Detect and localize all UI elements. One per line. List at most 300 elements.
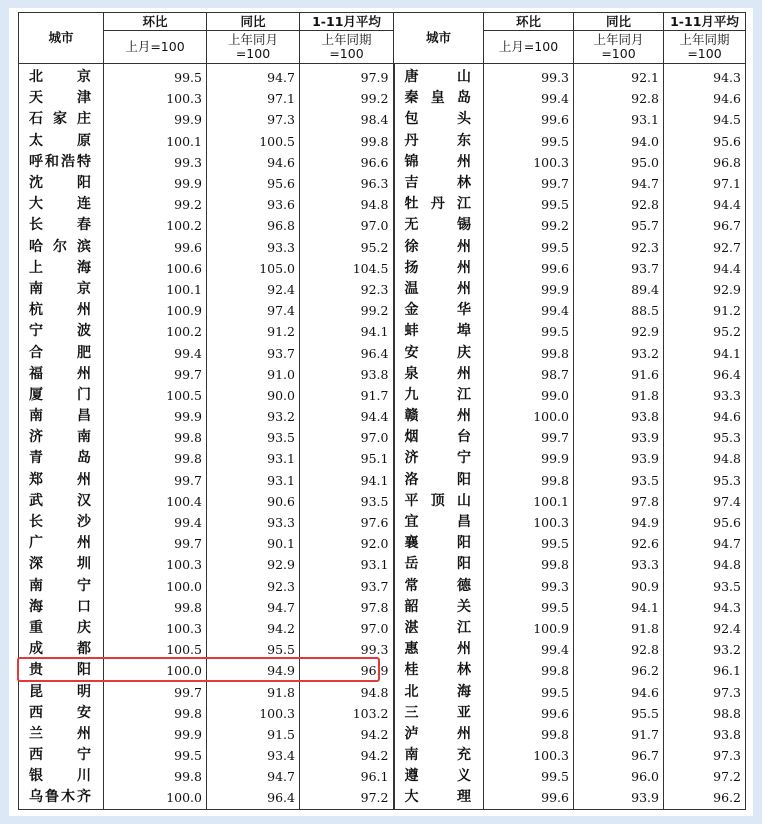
avg-base-left: 上年同期 =100 [300,31,394,64]
city-name-right: 包 头 [394,109,484,130]
yoy-header-right: 同比 [574,13,664,31]
avg-value-right: 96.4 [664,364,746,385]
city-name-left: 石 家 庄 [19,109,104,130]
avg-value-right: 94.8 [664,448,746,469]
mom-value-left: 100.3 [104,88,207,109]
yoy-value-left: 90.6 [207,491,300,512]
yoy-value-left: 97.1 [207,88,300,109]
avg-value-left: 95.2 [300,237,394,258]
avg-value-right: 97.2 [664,766,746,787]
avg-value-right: 92.4 [664,618,746,639]
table-row [19,787,746,809]
city-name-right: 九 江 [394,385,484,406]
city-name-left: 宁 波 [19,321,104,342]
city-name-left: 合 肥 [19,342,104,363]
mom-value-left: 100.0 [104,576,207,597]
avg-value-left: 104.5 [300,258,394,279]
avg-value-left: 93.1 [300,554,394,575]
city-name-right: 宜 昌 [394,512,484,533]
table-row [19,639,746,660]
city-name-right: 蚌 埠 [394,321,484,342]
city-name-right: 赣 州 [394,406,484,427]
city-name-left: 贵 阳 [19,660,104,681]
mom-value-left: 100.1 [104,131,207,152]
yoy-value-right: 95.7 [574,215,664,236]
mom-value-right: 99.4 [484,88,574,109]
yoy-value-left: 95.5 [207,639,300,660]
mom-value-left: 100.4 [104,491,207,512]
table-row [19,237,746,258]
yoy-value-left: 94.2 [207,618,300,639]
yoy-value-left: 93.4 [207,745,300,766]
city-column-header-left: 城市 [19,13,104,64]
yoy-value-left: 90.1 [207,533,300,554]
avg-value-left: 97.9 [300,64,394,89]
city-name-right: 泸 州 [394,724,484,745]
city-name-right: 洛 阳 [394,470,484,491]
avg-value-left: 93.5 [300,491,394,512]
mom-value-right: 99.3 [484,64,574,89]
yoy-value-left: 92.3 [207,576,300,597]
yoy-value-right: 94.7 [574,173,664,194]
yoy-value-right: 96.0 [574,766,664,787]
table-row [19,258,746,279]
mom-value-left: 99.9 [104,724,207,745]
city-name-right: 金 华 [394,300,484,321]
table-row [19,491,746,512]
avg-value-left: 98.4 [300,109,394,130]
yoy-header-left: 同比 [207,13,300,31]
yoy-value-left: 93.5 [207,427,300,448]
mom-value-left: 100.2 [104,215,207,236]
avg-value-right: 95.2 [664,321,746,342]
avg-value-left: 96.4 [300,342,394,363]
city-name-right: 牡 丹 江 [394,194,484,215]
city-name-right: 济 宁 [394,448,484,469]
city-name-right: 泉 州 [394,364,484,385]
table-row [19,745,746,766]
city-name-left: 郑 州 [19,470,104,491]
city-name-right: 湛 江 [394,618,484,639]
avg-value-right: 96.2 [664,787,746,809]
yoy-value-left: 105.0 [207,258,300,279]
yoy-value-right: 88.5 [574,300,664,321]
mom-base-left: 上月=100 [104,31,207,64]
yoy-value-left: 93.3 [207,512,300,533]
yoy-value-right: 93.2 [574,342,664,363]
yoy-value-right: 94.0 [574,131,664,152]
mom-value-left: 99.4 [104,342,207,363]
avg-value-left: 97.6 [300,512,394,533]
avg-base-right: 上年同期 =100 [664,31,746,64]
avg-value-right: 94.3 [664,597,746,618]
city-name-right: 温 州 [394,279,484,300]
avg-value-left: 99.2 [300,88,394,109]
mom-value-left: 100.3 [104,618,207,639]
avg-value-right: 96.7 [664,215,746,236]
mom-value-right: 99.7 [484,173,574,194]
avg-header-left: 1-11月平均 [300,13,394,31]
avg-value-right: 97.3 [664,745,746,766]
mom-value-left: 100.2 [104,321,207,342]
avg-value-right: 91.2 [664,300,746,321]
mom-value-right: 99.5 [484,681,574,702]
table-row [19,64,746,89]
table-row [19,512,746,533]
avg-value-left: 96.9 [300,660,394,681]
avg-value-right: 94.6 [664,88,746,109]
mom-value-left: 100.6 [104,258,207,279]
mom-value-right: 99.2 [484,215,574,236]
city-name-right: 大 理 [394,787,484,809]
city-name-left: 重 庆 [19,618,104,639]
avg-value-left: 92.0 [300,533,394,554]
city-name-left: 深 圳 [19,554,104,575]
yoy-value-left: 91.8 [207,681,300,702]
avg-value-right: 93.8 [664,724,746,745]
yoy-base-left: 上年同月 =100 [207,31,300,64]
city-name-right: 锦 州 [394,152,484,173]
yoy-value-right: 93.7 [574,258,664,279]
avg-value-left: 94.8 [300,194,394,215]
city-name-right: 平 顶 山 [394,491,484,512]
yoy-value-left: 94.7 [207,766,300,787]
city-name-right: 安 庆 [394,342,484,363]
mom-value-right: 98.7 [484,364,574,385]
city-name-right: 岳 阳 [394,554,484,575]
city-name-left: 哈 尔 滨 [19,237,104,258]
city-name-left: 厦 门 [19,385,104,406]
mom-value-right: 99.8 [484,342,574,363]
mom-value-left: 100.0 [104,787,207,809]
mom-value-right: 99.5 [484,194,574,215]
mom-header-left: 环比 [104,13,207,31]
avg-value-right: 96.1 [664,660,746,681]
yoy-value-right: 91.6 [574,364,664,385]
avg-value-right: 94.5 [664,109,746,130]
yoy-value-right: 92.8 [574,88,664,109]
avg-value-left: 93.8 [300,364,394,385]
city-name-left: 太 原 [19,131,104,152]
table-row [19,576,746,597]
mom-value-left: 99.9 [104,109,207,130]
city-name-left: 南 昌 [19,406,104,427]
table-sheet [9,8,753,816]
mom-value-left: 100.0 [104,660,207,681]
yoy-value-right: 96.2 [574,660,664,681]
avg-value-left: 94.1 [300,321,394,342]
yoy-value-right: 93.3 [574,554,664,575]
avg-value-left: 94.8 [300,681,394,702]
yoy-value-right: 90.9 [574,576,664,597]
city-name-right: 秦 皇 岛 [394,88,484,109]
yoy-value-left: 94.9 [207,660,300,681]
table-row [19,279,746,300]
mom-value-left: 99.6 [104,237,207,258]
table-row [19,703,746,724]
mom-value-left: 99.5 [104,745,207,766]
avg-value-left: 97.0 [300,215,394,236]
table-row [19,618,746,639]
city-column-header-right: 城市 [394,13,484,64]
avg-value-right: 93.5 [664,576,746,597]
city-name-left: 西 宁 [19,745,104,766]
yoy-value-left: 94.7 [207,64,300,89]
yoy-value-left: 93.6 [207,194,300,215]
yoy-value-right: 93.9 [574,787,664,809]
avg-value-left: 97.0 [300,427,394,448]
avg-value-left: 94.2 [300,745,394,766]
city-name-left: 沈 阳 [19,173,104,194]
city-name-left: 上 海 [19,258,104,279]
mom-value-left: 99.4 [104,512,207,533]
mom-value-left: 100.3 [104,554,207,575]
city-name-right: 惠 州 [394,639,484,660]
price-index-table [18,12,746,810]
avg-value-left: 97.2 [300,787,394,809]
yoy-value-right: 91.8 [574,618,664,639]
table-row [19,724,746,745]
avg-value-right: 94.6 [664,406,746,427]
yoy-value-right: 94.6 [574,681,664,702]
city-name-left: 南 宁 [19,576,104,597]
avg-value-left: 92.3 [300,279,394,300]
avg-value-right: 94.8 [664,554,746,575]
city-name-right: 唐 山 [394,64,484,89]
mom-value-right: 99.6 [484,787,574,809]
city-name-left: 北 京 [19,64,104,89]
avg-value-right: 94.3 [664,64,746,89]
avg-value-left: 94.4 [300,406,394,427]
avg-value-left: 97.0 [300,618,394,639]
yoy-value-right: 94.1 [574,597,664,618]
table-row [19,766,746,787]
avg-value-right: 97.3 [664,681,746,702]
mom-header-right: 环比 [484,13,574,31]
table-row [19,300,746,321]
yoy-value-left: 92.9 [207,554,300,575]
table-row [19,321,746,342]
avg-value-right: 95.6 [664,131,746,152]
table-row [19,88,746,109]
city-name-left: 大 连 [19,194,104,215]
mom-value-left: 100.1 [104,279,207,300]
yoy-value-right: 92.1 [574,64,664,89]
city-name-right: 烟 台 [394,427,484,448]
yoy-value-right: 93.9 [574,448,664,469]
city-name-left: 青 岛 [19,448,104,469]
mom-value-right: 99.4 [484,300,574,321]
mom-value-right: 99.7 [484,427,574,448]
yoy-value-left: 96.4 [207,787,300,809]
mom-value-right: 100.0 [484,406,574,427]
yoy-value-left: 93.3 [207,237,300,258]
avg-value-right: 92.9 [664,279,746,300]
city-name-left: 兰 州 [19,724,104,745]
avg-value-right: 93.2 [664,639,746,660]
avg-value-right: 94.7 [664,533,746,554]
mom-value-right: 99.8 [484,470,574,491]
city-name-left: 南 京 [19,279,104,300]
mom-value-right: 100.3 [484,152,574,173]
avg-value-left: 94.2 [300,724,394,745]
table-row [19,448,746,469]
city-name-left: 呼和浩特 [19,152,104,173]
city-name-left: 天 津 [19,88,104,109]
table-row [19,427,746,448]
city-name-left: 武 汉 [19,491,104,512]
yoy-value-left: 94.6 [207,152,300,173]
avg-value-right: 97.4 [664,491,746,512]
city-name-right: 徐 州 [394,237,484,258]
mom-value-left: 99.8 [104,597,207,618]
avg-value-right: 95.3 [664,427,746,448]
yoy-value-right: 93.1 [574,109,664,130]
yoy-value-left: 92.4 [207,279,300,300]
city-name-left: 乌鲁木齐 [19,787,104,809]
city-name-right: 吉 林 [394,173,484,194]
city-name-left: 济 南 [19,427,104,448]
yoy-value-left: 91.0 [207,364,300,385]
city-name-right: 南 充 [394,745,484,766]
mom-value-left: 99.9 [104,173,207,194]
mom-value-left: 99.5 [104,64,207,89]
avg-value-left: 99.2 [300,300,394,321]
mom-base-right: 上月=100 [484,31,574,64]
city-name-left: 广 州 [19,533,104,554]
mom-value-right: 99.9 [484,279,574,300]
mom-value-left: 99.3 [104,152,207,173]
yoy-value-left: 94.7 [207,597,300,618]
table-row [19,152,746,173]
mom-value-right: 99.5 [484,766,574,787]
avg-value-left: 97.8 [300,597,394,618]
mom-value-right: 99.5 [484,321,574,342]
avg-value-right: 94.1 [664,342,746,363]
table-row [19,173,746,194]
yoy-value-right: 94.9 [574,512,664,533]
table-row [19,533,746,554]
table-row [19,364,746,385]
mom-value-right: 99.6 [484,258,574,279]
mom-value-left: 99.9 [104,406,207,427]
yoy-value-left: 100.5 [207,131,300,152]
city-name-left: 福 州 [19,364,104,385]
mom-value-right: 99.8 [484,554,574,575]
avg-value-left: 94.1 [300,470,394,491]
mom-value-left: 99.8 [104,448,207,469]
mom-value-right: 99.8 [484,660,574,681]
city-name-right: 襄 阳 [394,533,484,554]
avg-value-right: 97.1 [664,173,746,194]
mom-value-right: 99.8 [484,724,574,745]
yoy-value-right: 96.7 [574,745,664,766]
yoy-base-right: 上年同月 =100 [574,31,664,64]
yoy-value-right: 91.7 [574,724,664,745]
avg-value-right: 98.8 [664,703,746,724]
city-name-right: 丹 东 [394,131,484,152]
mom-value-left: 99.7 [104,681,207,702]
city-name-left: 西 安 [19,703,104,724]
avg-value-left: 96.1 [300,766,394,787]
table-row [19,597,746,618]
yoy-value-left: 100.3 [207,703,300,724]
avg-value-right: 94.4 [664,258,746,279]
yoy-value-left: 93.2 [207,406,300,427]
city-name-left: 昆 明 [19,681,104,702]
avg-value-left: 103.2 [300,703,394,724]
city-name-left: 杭 州 [19,300,104,321]
table-row [19,342,746,363]
avg-value-left: 99.3 [300,639,394,660]
avg-value-left: 93.7 [300,576,394,597]
avg-value-right: 95.3 [664,470,746,491]
avg-value-right: 95.6 [664,512,746,533]
yoy-value-right: 92.6 [574,533,664,554]
mom-value-right: 99.4 [484,639,574,660]
city-name-right: 扬 州 [394,258,484,279]
city-name-right: 三 亚 [394,703,484,724]
yoy-value-right: 91.8 [574,385,664,406]
mom-value-left: 99.7 [104,364,207,385]
yoy-value-left: 95.6 [207,173,300,194]
avg-value-right: 92.7 [664,237,746,258]
yoy-value-right: 92.3 [574,237,664,258]
mom-value-right: 99.3 [484,576,574,597]
mom-value-right: 100.9 [484,618,574,639]
yoy-value-right: 93.9 [574,427,664,448]
mom-value-left: 99.7 [104,533,207,554]
city-name-right: 无 锡 [394,215,484,236]
mom-value-right: 99.6 [484,109,574,130]
yoy-value-left: 93.7 [207,342,300,363]
city-name-left: 长 春 [19,215,104,236]
city-name-left: 海 口 [19,597,104,618]
mom-value-right: 99.5 [484,131,574,152]
yoy-value-right: 97.8 [574,491,664,512]
table-row [19,109,746,130]
avg-value-left: 96.3 [300,173,394,194]
table-row [19,385,746,406]
yoy-value-left: 91.5 [207,724,300,745]
table-row [19,470,746,491]
yoy-value-right: 93.5 [574,470,664,491]
mom-value-left: 100.5 [104,639,207,660]
mom-value-right: 99.5 [484,237,574,258]
city-name-right: 常 德 [394,576,484,597]
mom-value-left: 100.9 [104,300,207,321]
city-name-right: 北 海 [394,681,484,702]
avg-value-left: 91.7 [300,385,394,406]
mom-value-left: 99.7 [104,470,207,491]
mom-value-right: 99.5 [484,533,574,554]
mom-value-left: 99.2 [104,194,207,215]
table-row [19,554,746,575]
yoy-value-right: 95.0 [574,152,664,173]
avg-value-left: 96.6 [300,152,394,173]
avg-header-right: 1-11月平均 [664,13,746,31]
yoy-value-left: 97.3 [207,109,300,130]
avg-value-left: 99.8 [300,131,394,152]
mom-value-left: 99.8 [104,427,207,448]
table-row [19,215,746,236]
table-row [19,660,746,681]
city-name-right: 韶 关 [394,597,484,618]
yoy-value-left: 93.1 [207,448,300,469]
mom-value-right: 100.3 [484,512,574,533]
table-row [19,194,746,215]
mom-value-left: 99.8 [104,703,207,724]
